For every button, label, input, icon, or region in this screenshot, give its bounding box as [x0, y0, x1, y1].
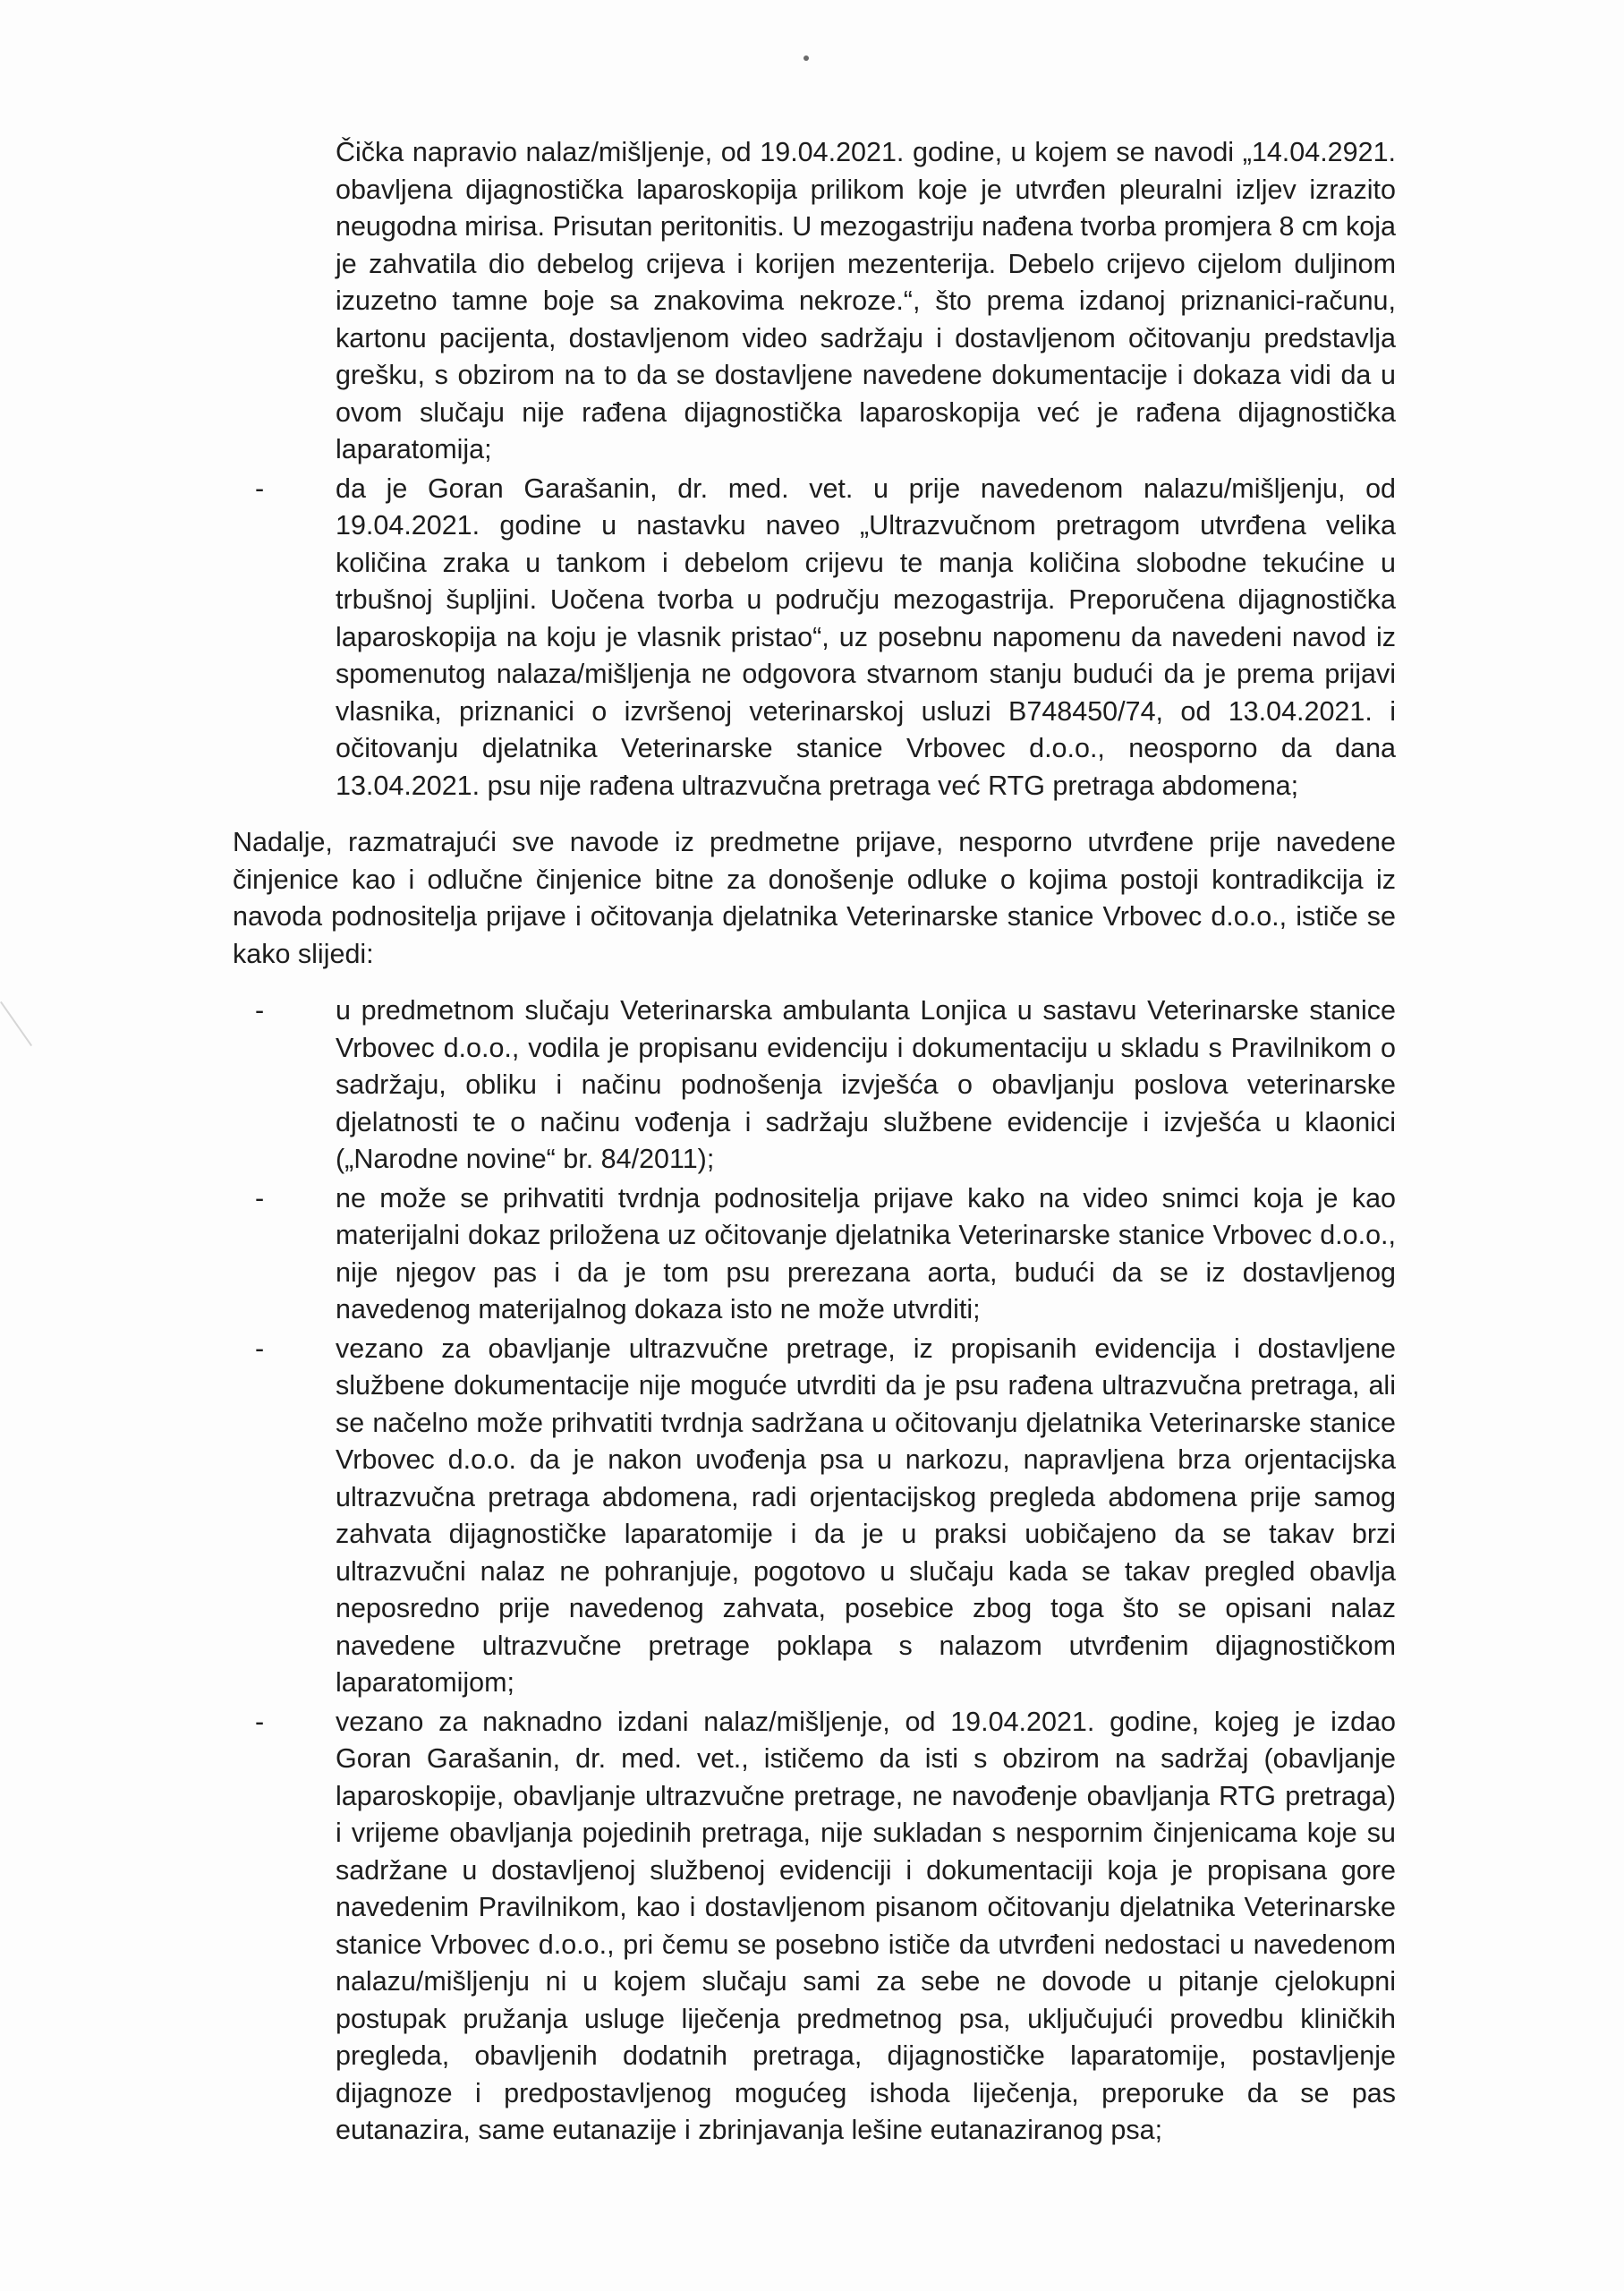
list-item-text: ne može se prihvatiti tvrdnja podnositelja prijave kako na video snimci koja je kao materijalni dokaz priložena uz očitovanje djelatnika Veterinarske stanice Vrbovec d.o.o., nije njegov pas i da je tom psu prerezana aorta, budući da se iz dostavljenog navedenog materijalnog dokaza isto ne može utvrditi;	[336, 1182, 1396, 1324]
list-item-text: u predmetnom slučaju Veterinarska ambulanta Lonjica u sastavu Veterinarske stanice Vrbovec d.o.o., vodila je propisanu evidenciju i dokumentaciju u skladu s Pravilnikom o sadržaju, obliku i načinu podnošenja izvješća o obavljanju poslova veterinarske djelatnosti te o načinu vođenja i sadržaju službene evidencije i izvješća u klaonici („Narodne novine“ br. 84/2011);	[336, 995, 1396, 1174]
scan-edge-mark	[0, 987, 53, 1046]
bullet-dash: -	[255, 1706, 265, 1737]
list-item	[255, 1704, 1396, 2150]
bullet-dash: -	[255, 1333, 265, 1364]
list-item-text: vezano za obavljanje ultrazvučne pretrage, iz propisanih evidencija i dostavljene službene dokumentacije nije moguće utvrditi da je psu rađena ultrazvučna pretraga, ali se načelno može prihvatiti tvrdnja sadržana u očitovanju djelatnika Veterinarske stanice Vrbovec d.o.o. da je nakon uvođenja psa u narkozu, napravljena brza orjentacijska ultrazvučna pretraga abdomena, radi orjentacijskog pregleda abdomena prije samog zahvata dijagnostičke laparatomije i da je u praksi uobičajeno da se takav brzi ultrazvučni nalaz ne pohranjuje, pogotovo u slučaju kada se takav pregled obavlja neposredno prije navedenog zahvata, posebice zbog toga što se opisani nalaz navedene ultrazvučne pretrage poklapa s nalazom utvrđenim dijagnostičkom laparatomijom;	[336, 1333, 1396, 1698]
document-body	[233, 134, 1396, 2150]
list-item	[255, 992, 1396, 1179]
bullet-dash: -	[255, 995, 265, 1026]
bullet-dash: -	[255, 1182, 265, 1214]
list-item-text: da je Goran Garašanin, dr. med. vet. u prije navedenom nalazu/mišljenju, od 19.04.2021. godine u nastavku naveo „Ultrazvučnom pretragom utvrđena velika količina zraka u tankom i debelom crijevu te manja količina slobodne tekućine u trbušnoj šupljini. Uočena tvorba u području mezogastrija. Preporučena dijagnostička laparoskopija na koju je vlasnik pristao“, uz posebnu napomenu da navedeni navod iz spomenutog nalaza/mišljenja ne odgovora stvarnom stanju budući da je prema prijavi vlasnika, priznanici o izvršenoj veterinarskoj usluzi B748450/74, od 13.04.2021. i očitovanju djelatnika Veterinarske stanice Vrbovec d.o.o., neosporno da dana 13.04.2021. psu nije rađena ultrazvučna pretraga već RTG pretraga abdomena;	[336, 473, 1396, 801]
list-item	[255, 1180, 1396, 1329]
paragraph-nadalje: Nadalje, razmatrajući sve navode iz predmetne prijave, nesporno utvrđene prije navedene činjenice kao i odlučne činjenice bitne za donošenje odluke o kojima postoji kontradikcija iz navoda podnositelja prijave i očitovanja djelatnika Veterinarske stanice Vrbovec d.o.o., ističe se kako slijedi:	[233, 827, 1396, 969]
bullet-dash: -	[255, 473, 265, 504]
list-item-text: vezano za naknadno izdani nalaz/mišljenje, od 19.04.2021. godine, kojeg je izdao Goran Garašanin, dr. med. vet., ističemo da isti s obzirom na sadržaj (obavljanje laparoskopije, obavljanje ultrazvučne pretrage, ne navođenje obavljanja RTG pretraga) i vrijeme obavljanja pojedinih pretraga, nije sukladan s nespornim činjenicama koje su sadržane u dostavljenoj službenoj evidenciji i dokumentaciji koja je propisana gore navedenim Pravilnikom, kao i dostavljenom pisanom očitovanju djelatnika Veterinarske stanice Vrbovec d.o.o., pri čemu se posebno ističe da utvrđeni nedostaci u navedenom nalazu/mišljenju ni u kojem slučaju sami za sebe ne dovode u pitanje cjelokupni postupak pružanja usluge liječenja predmetnog psa, uključujući provedbu kliničkih pregleda, obavljenih dodatnih pretraga, dijagnostičke laparatomije, postavljenje dijagnoze i predpostavljenog mogućeg ishoda liječenja, preporuke da se pas eutanazira, same eutanazije i zbrinjavanja lešine eutanaziranog psa;	[336, 1706, 1396, 2145]
list-item	[255, 471, 1396, 805]
scan-speck	[803, 55, 809, 61]
list-item	[255, 1331, 1396, 1702]
paragraph-continuation: Čička napravio nalaz/mišljenje, od 19.04.2021. godine, u kojem se navodi „14.04.2921. obavljena dijagnostička laparoskopija prilikom koje je utvrđen pleuralni izljev izrazito neugodna mirisa. Prisutan peritonitis. U mezogastriju nađena tvorba promjera 8 cm koja je zahvatila dio debelog crijeva i korijen mezenterija. Debelo crijevo cijelom duljinom izuzetno tamne boje sa znakovima nekroze.“, što prema izdanoj priznanici-računu, kartonu pacijenta, dostavljenom video sadržaju i dostavljenom očitovanju predstavlja grešku, s obzirom na to da se dostavljene navedene dokumentacije i dokaza vidi da u ovom slučaju nije rađena dijagnostička laparoskopija već je rađena dijagnostička laparatomija;	[336, 137, 1397, 464]
